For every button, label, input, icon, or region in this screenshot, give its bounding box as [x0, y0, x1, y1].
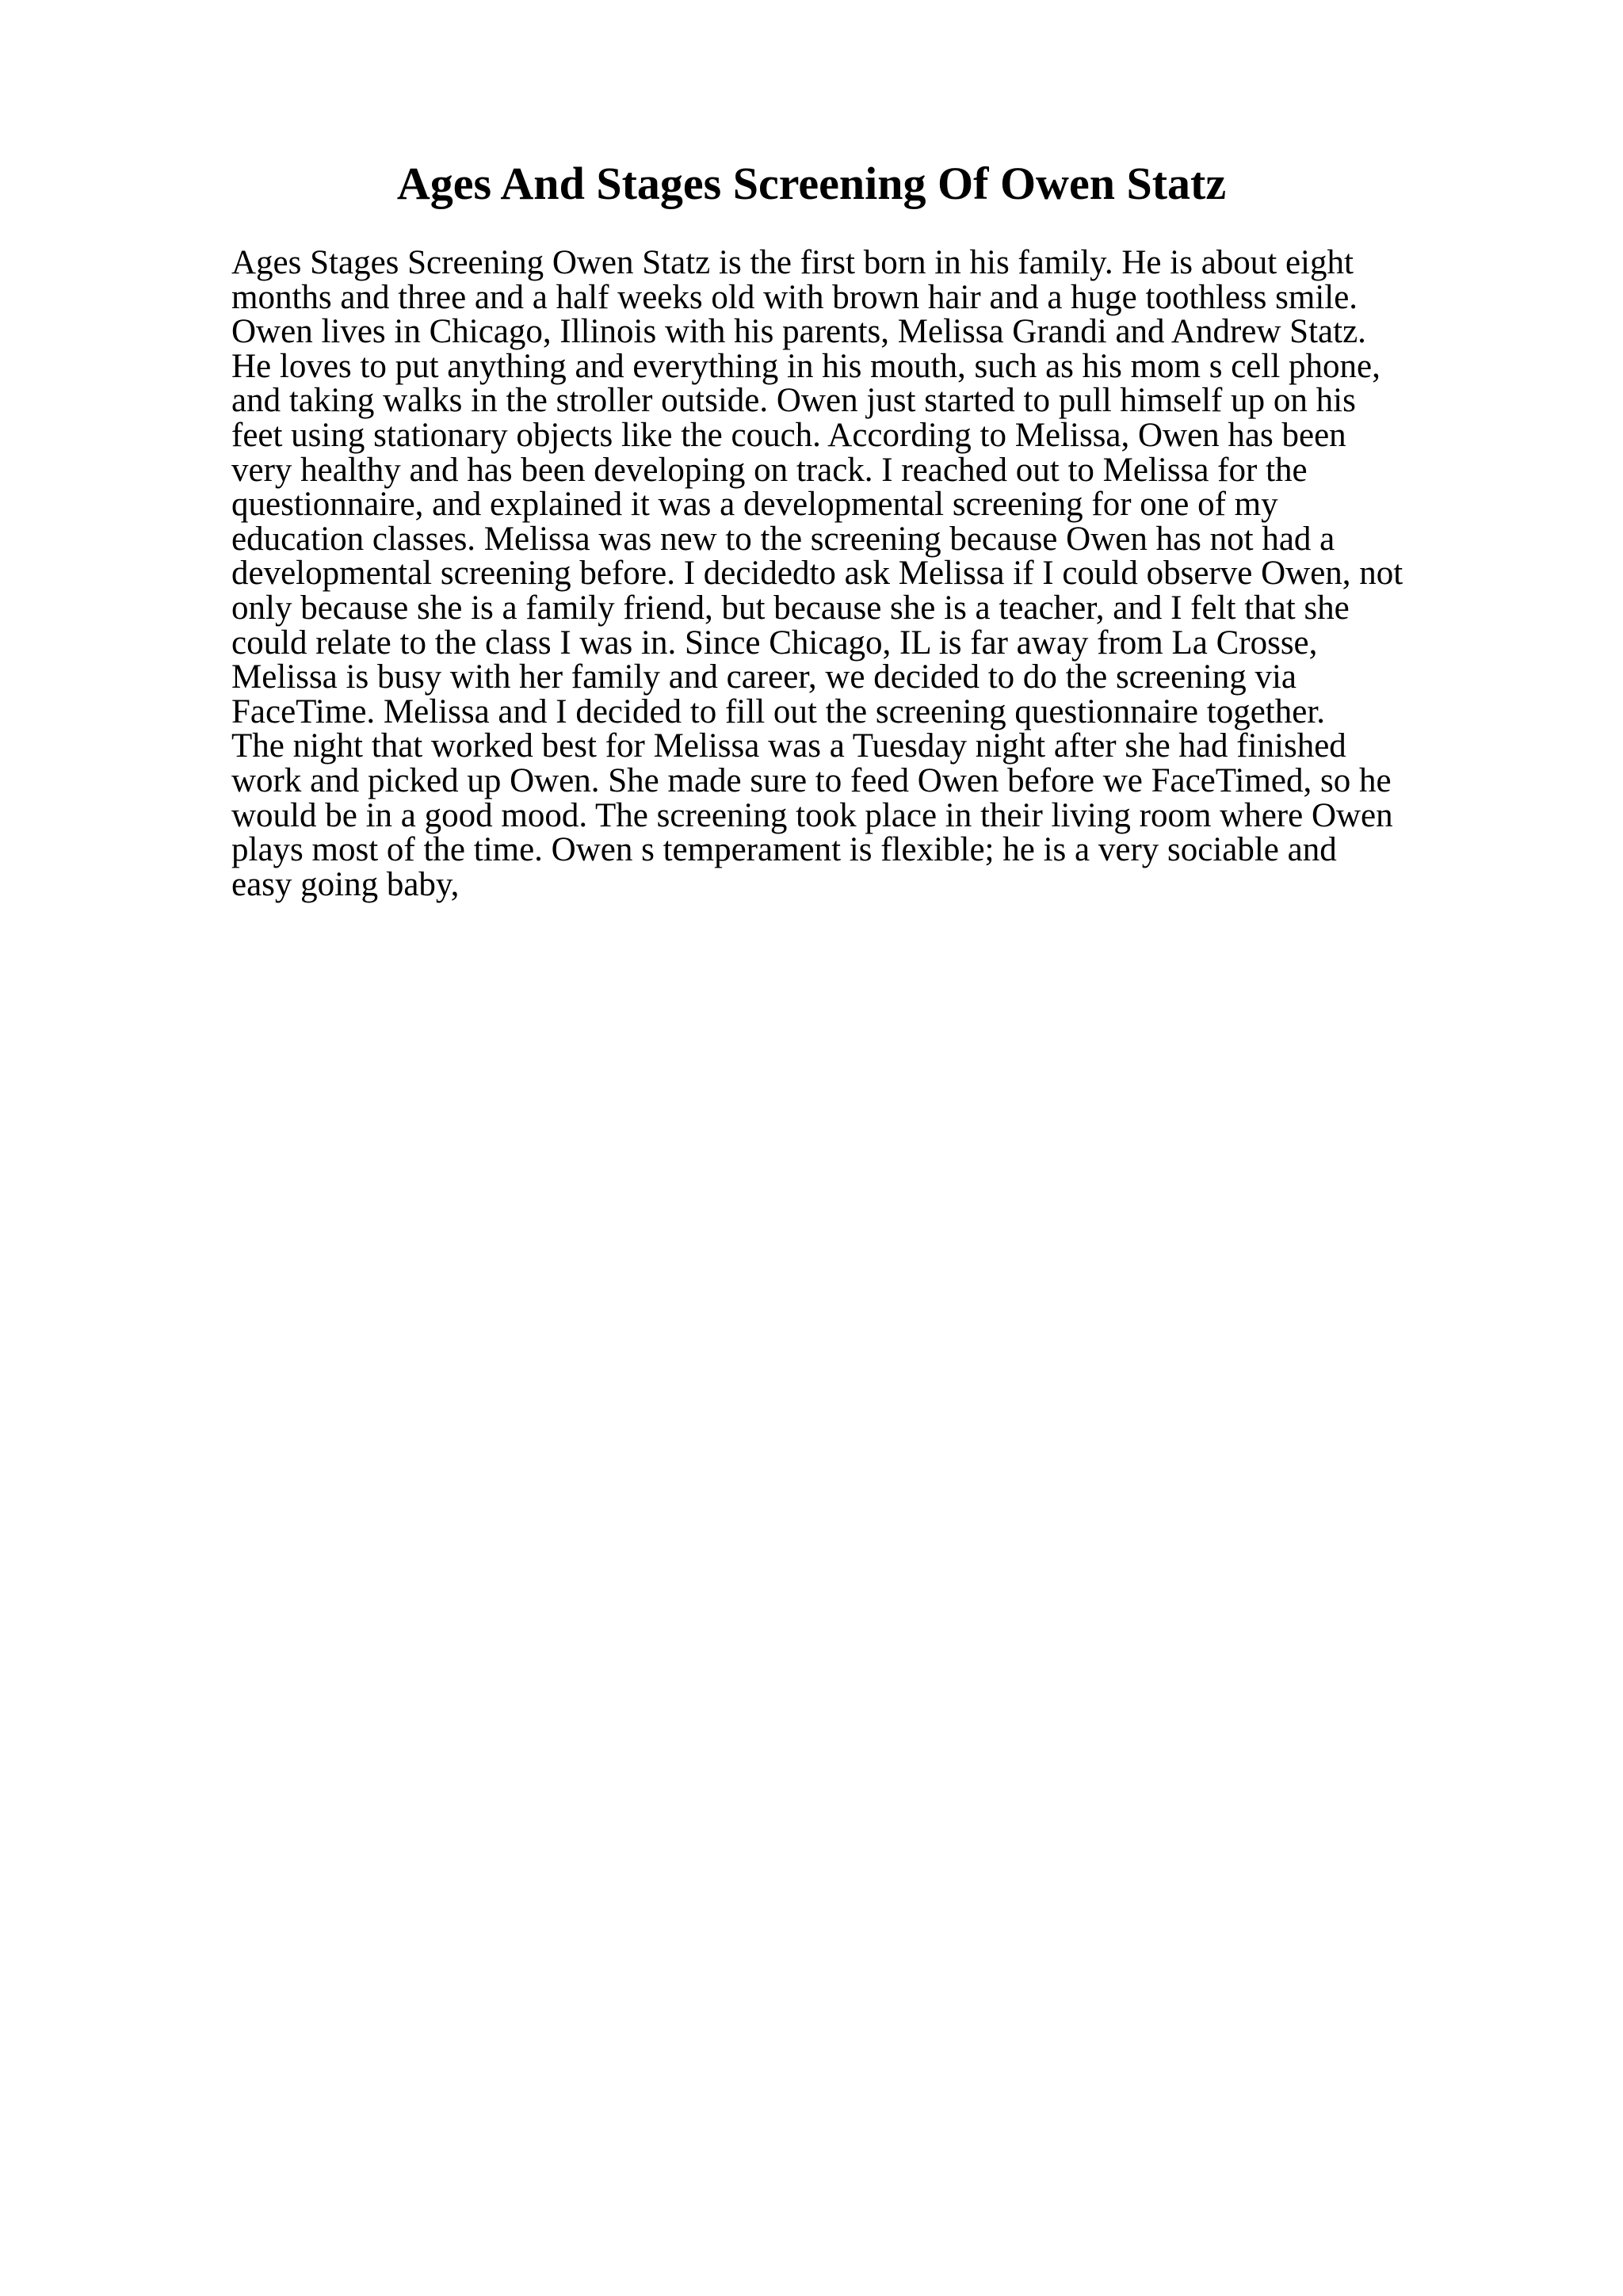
body-line: Owen lives in Chicago, Illinois with his parents, Melissa Grandi and Andrew Statz.	[231, 313, 1366, 351]
body-line: developmental screening before. I decidedto ask Melissa if I could observe Owen, not	[231, 555, 1403, 593]
body-line: The night that worked best for Melissa was a Tuesday night after she had finished	[231, 727, 1346, 765]
body-line: Ages Stages Screening Owen Statz is the first born in his family. He is about eight	[231, 244, 1354, 281]
body-line: feet using stationary objects like the couch. According to Melissa, Owen has been	[231, 416, 1346, 454]
body-line: could relate to the class I was in. Since Chicago, IL is far away from La Crosse,	[231, 624, 1318, 662]
body-line: months and three and a half weeks old with brown hair and a huge toothless smile.	[231, 278, 1358, 316]
body-line: plays most of the time. Owen s temperament is flexible; he is a very sociable and	[231, 831, 1337, 869]
body-line: questionnaire, and explained it was a developmental screening for one of my	[231, 486, 1278, 524]
body-line: He loves to put anything and everything in his mouth, such as his mom s cell phone,	[231, 347, 1381, 385]
body-line: and taking walks in the stroller outside. Owen just started to pull himself up on his	[231, 382, 1356, 420]
body-line: would be in a good mood. The screening took place in their living room where Owen	[231, 796, 1393, 834]
body-line: easy going baby,	[231, 865, 460, 903]
body-line: work and picked up Owen. She made sure to feed Owen before we FaceTimed, so he	[231, 761, 1392, 799]
body-line: very healthy and has been developing on track. I reached out to Melissa for the	[231, 451, 1308, 489]
body-line: Melissa is busy with her family and career, we decided to do the screening via	[231, 658, 1296, 696]
body-line: only because she is a family friend, but because she is a teacher, and I felt that she	[231, 589, 1350, 627]
document-title: Ages And Stages Screening Of Owen Statz	[396, 158, 1227, 209]
body-line: education classes. Melissa was new to the screening because Owen has not had a	[231, 520, 1335, 558]
document-body	[231, 246, 1515, 902]
body-line: FaceTime. Melissa and I decided to fill out the screening questionnaire together.	[231, 692, 1326, 730]
